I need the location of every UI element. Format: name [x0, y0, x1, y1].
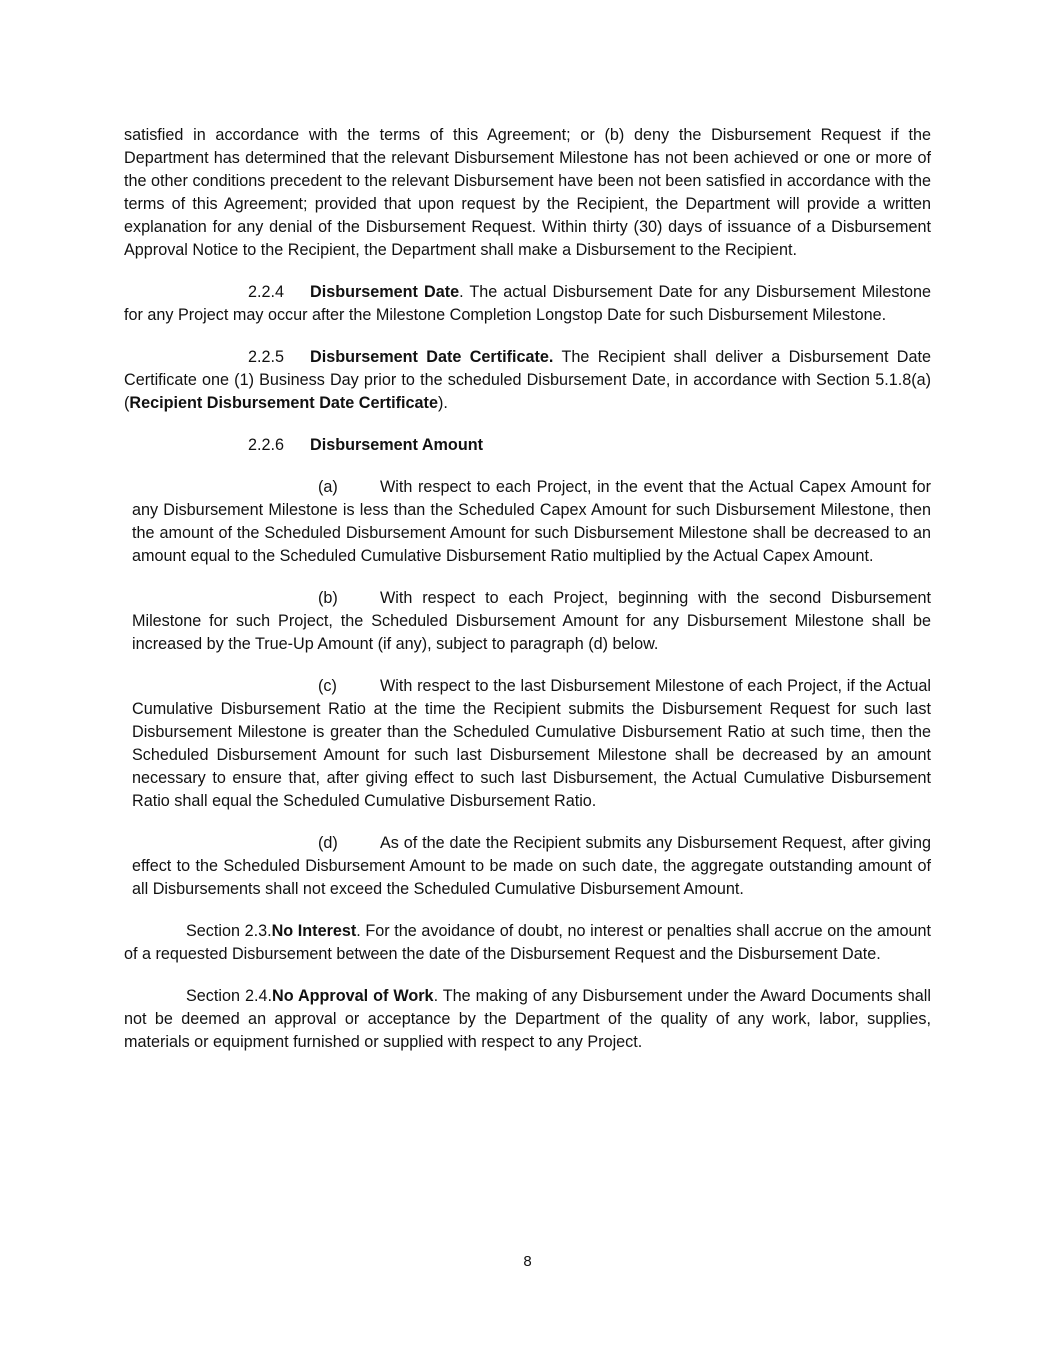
section-text-tail: ).	[437, 394, 448, 412]
section-number: 2.2.4	[248, 283, 285, 301]
section-2-3	[124, 920, 931, 966]
subparagraph-text: With respect to each Project, in the event that the Actual Capex Amount for any Disbursement Milestone is less than the Scheduled Capex Amount for such Disbursement Milestone, then the amount of the Scheduled Disbursement Amount for such Disbursement Milestone shall be decreased to an amount equal to the Scheduled Cumulative Disbursement Ratio multiplied by the Actual Capex Amount.	[132, 478, 931, 565]
section-heading: Disbursement Amount	[310, 436, 483, 454]
section-label: Section 2.3.	[186, 922, 272, 940]
subparagraph-b	[132, 587, 931, 656]
section-text: . For the avoidance of doubt, no interest or penalties shall accrue on the amount of a requested Disbursement between the date of the Disbursement Request and the Disbursement Date.	[124, 922, 931, 963]
section-label: Section 2.4.	[186, 987, 272, 1005]
subparagraph-letter: (c)	[318, 677, 337, 695]
subparagraph-text: As of the date the Recipient submits any Disbursement Request, after giving effect to the Scheduled Disbursement Amount to be made on such date, the aggregate outstanding amount of all Disbursements shall not exceed the Scheduled Cumulative Disbursement Amount.	[132, 834, 931, 898]
section-text: . The making of any Disbursement under the Award Documents shall not be deemed an approval or acceptance by the Department of the quality of any work, labor, supplies, materials or equipment furnished or supplied with respect to any Project.	[124, 987, 931, 1051]
subparagraph-c	[132, 675, 931, 813]
intro-paragraph: satisfied in accordance with the terms of this Agreement; or (b) deny the Disbursement Request if the Department has determined that the relevant Disbursement Milestone has not been achieved or one or more of the other conditions precedent to the relevant Disbursement have been not been satisfied in accordance with the terms of this Agreement; provided that upon request by the Recipient, the Department will provide a written explanation for any denial of the Disbursement Request. Within thirty (30) days of issuance of a Disbursement Approval Notice to the Recipient, the Department shall make a Disbursement to the Recipient.	[124, 126, 931, 259]
section-text: The Recipient shall deliver a Disbursement Date Certificate one (1) Business Day prior to the scheduled Disbursement Date, in accordance with Section 5.1.8(a) (	[124, 348, 931, 412]
section-reference: Recipient Disbursement Date Certificate	[129, 394, 438, 412]
subparagraph-text: With respect to each Project, beginning with the second Disbursement Milestone for such Project, the Scheduled Disbursement Amount for any Disbursement Milestone shall be increased by the True-Up Amount (if any), subject to paragraph (d) below.	[132, 589, 931, 653]
section-number: 2.2.6	[248, 436, 285, 454]
section-2-2-4	[124, 281, 931, 327]
section-2-2-6	[124, 434, 931, 457]
section-heading: No Interest	[271, 922, 357, 940]
subparagraph-text: With respect to the last Disbursement Milestone of each Project, if the Actual Cumulative Disbursement Ratio at the time the Recipient submits the Disbursement Request for such last Disbursement Milestone is greater than the Scheduled Cumulative Disbursement Ratio at such time, then the Scheduled Disbursement Amount for such last Disbursement Milestone shall be decreased by an amount necessary to ensure that, after giving effect to such last Disbursement, the Actual Cumulative Disbursement Ratio shall equal the Scheduled Cumulative Disbursement Ratio.	[132, 677, 931, 810]
subparagraph-a	[132, 476, 931, 568]
section-number: 2.2.5	[248, 348, 285, 366]
subparagraph-letter: (b)	[318, 589, 338, 607]
subparagraph-letter: (a)	[318, 478, 338, 496]
page-number: 8	[523, 1253, 532, 1270]
subparagraph-d	[132, 832, 931, 901]
section-2-2-5	[124, 346, 931, 415]
page-body	[124, 124, 931, 1073]
section-text: . The actual Disbursement Date for any Disbursement Milestone for any Project may occur after the Milestone Completion Longstop Date for such Disbursement Milestone.	[124, 283, 931, 324]
subparagraph-letter: (d)	[318, 834, 338, 852]
section-heading: Disbursement Date Certificate.	[310, 348, 554, 366]
section-2-4	[124, 985, 931, 1054]
section-heading: No Approval of Work	[272, 987, 434, 1005]
section-heading: Disbursement Date	[310, 283, 460, 301]
